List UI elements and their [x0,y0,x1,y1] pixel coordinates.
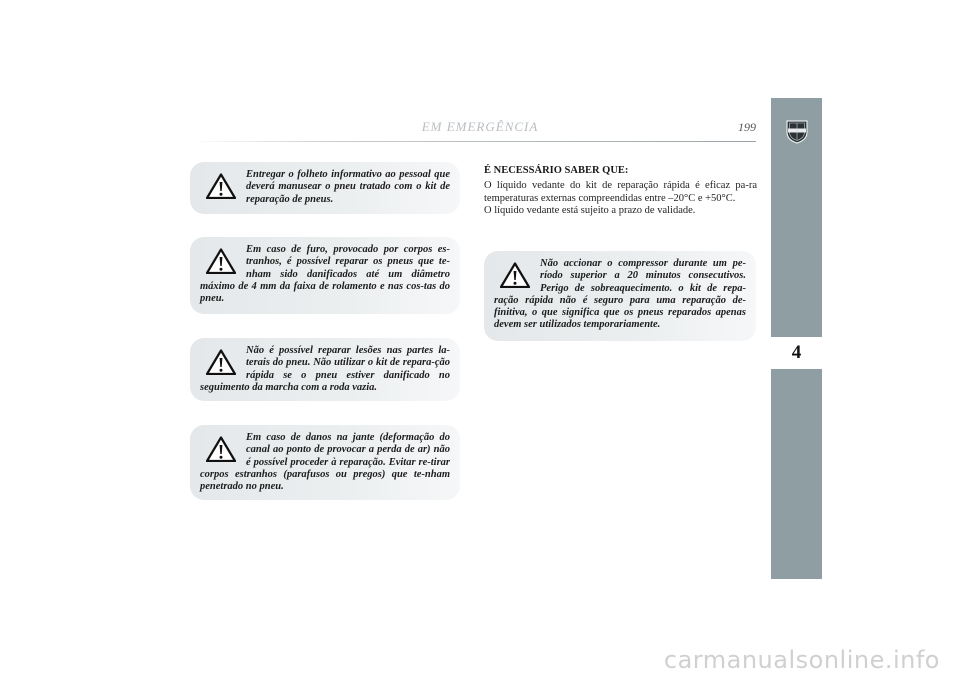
warning-text: Em caso de furo, provocado por corpos es-tranhos, é possível reparar os pneus que te-nham sido danificados até um diâmetro máximo de 4 mm da faixa de rolamento e nas cos-tas do pneu. [200,244,450,305]
section-heading: É NECESSÁRIO SABER QUE: [484,165,629,176]
warning-box [190,237,460,314]
lancia-logo-icon [785,118,809,144]
warning-box [190,338,460,401]
chapter-number: 4 [771,336,822,370]
warning-triangle-icon [206,173,236,199]
warning-text: Não accionar o compressor durante um pe-ríodo superior a 20 minutos consecutivos. Perigo de sobreaquecimento. o kit de repa-ração rápida não é seguro para uma reparação de-finitiva, o que significa que os pneus reparados apenas devem ser utilizados temporariamente. [494,258,746,331]
warning-triangle-icon [500,262,530,288]
warning-text: Não é possível reparar lesões nas partes la-terais do pneu. Não utilizar o kit de repara-ção rápida se o pneu estiver danificado no seguimento da marcha com a roda vazia. [200,345,450,393]
header-rule [190,141,756,142]
page-number: 199 [738,120,756,134]
warning-text: Entregar o folheto informativo ao pessoal que deverá manusear o pneu tratado com o kit de reparação de pneus. [246,169,450,205]
warning-box [190,425,460,500]
warning-triangle-icon [206,349,236,375]
warning-text: Em caso de danos na jante (deformação do canal ao ponto de provocar a perda de ar) não é possível proceder à reparação. Evitar re-tirar corpos estranhos (parafusos ou pregos) que te-nham penetrado no pneu. [200,432,450,493]
section-title: EM EMERGÊNCIA [421,119,539,134]
warning-triangle-icon [206,436,236,462]
body-text [484,180,757,218]
warning-triangle-icon [206,248,236,274]
paragraph: O líquido vedante do kit de reparação rápida é eficaz pa-ra temperaturas externas compreendidas entre –20°C e +50°C. [484,180,757,204]
warning-box [484,251,756,341]
paragraph: O líquido vedante está sujeito a prazo de validade. [484,205,696,217]
watermark: carmanualsonline.info [663,646,940,674]
warning-box [190,162,460,214]
